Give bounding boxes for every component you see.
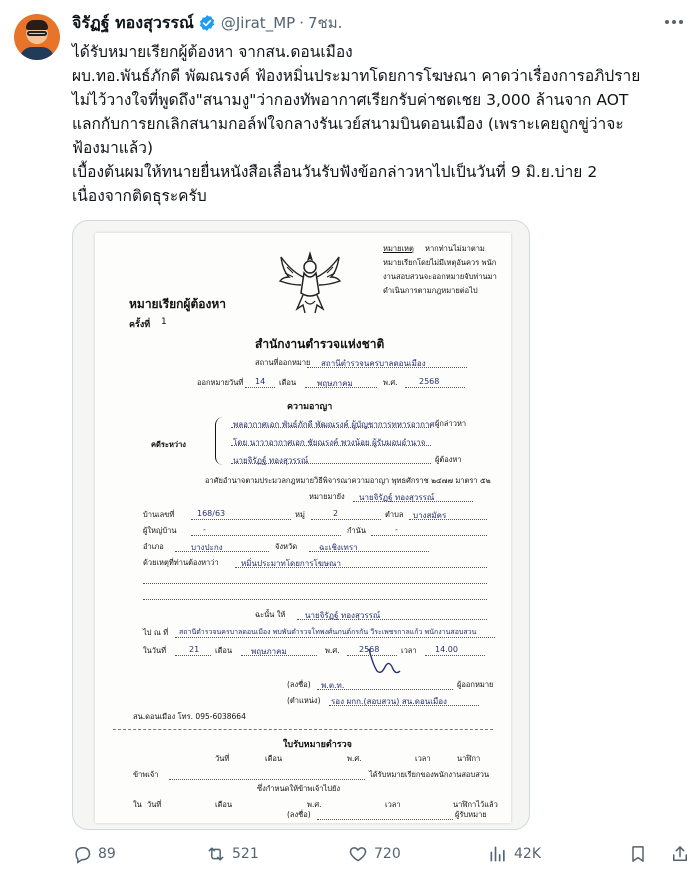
reply-icon <box>72 844 92 864</box>
tweet-text <box>72 40 692 208</box>
garuda-emblem-icon <box>277 247 343 317</box>
doc-label: ไป ณ ที่ <box>143 628 169 637</box>
doc-label: ผู้กล่าวหา <box>435 419 467 428</box>
doc-note: หมายเรียกโดยไม่มีเหตุอันควร พนัก <box>383 258 497 267</box>
doc-label: พ.ศ. <box>383 378 398 387</box>
doc-label: ผู้ต้องหา <box>435 455 462 464</box>
doc-label: ใน <box>133 800 142 809</box>
tweet-line: เบื้องต้นผมให้ทนายยื่นหนังสือเลื่อนวันรับฟังข้อกล่าวหาไปเป็นวันที่ 9 มิ.ย.บ่าย 2 <box>72 163 598 181</box>
doc-note: ดำเนินการตามกฎหมายต่อไป <box>383 286 478 295</box>
timestamp[interactable]: 7ชม. <box>307 14 343 32</box>
repost-count: 521 <box>232 846 259 862</box>
doc-plaintiff: พลอากาศเอก พันธ์ภักดี พัฒณรงค์ ผู้บัญชาการทหารอากาศ <box>233 420 435 429</box>
doc-label: เดือน <box>215 646 233 655</box>
separator-dot: · <box>299 14 304 32</box>
doc-value: 2 <box>333 509 339 518</box>
handle[interactable]: @Jirat_MP <box>220 14 296 32</box>
doc-label: นาฬิกาไว้แล้ว <box>453 800 498 809</box>
doc-note: งานสอบสวนจะออกหมายจับท่านมา <box>383 272 497 281</box>
reply-count: 89 <box>98 846 116 862</box>
doc-value: บางปะกง <box>191 543 223 552</box>
doc-label: จังหวัด <box>275 542 298 551</box>
doc-value: ฉะเชิงเทรา <box>319 543 358 552</box>
view-count: 42K <box>514 846 541 862</box>
doc-value: รอง ผกก.(สอบสวน) สน.ดอนเมือง <box>331 697 447 706</box>
doc-value: 2568 <box>359 645 380 654</box>
summons-document <box>95 233 511 823</box>
bookmark-icon <box>628 844 648 864</box>
doc-label: นาฬิกา <box>457 754 481 763</box>
doc-label: หมายมายัง <box>309 492 345 501</box>
doc-label: กำนัน <box>347 526 367 535</box>
views-chart-icon <box>488 844 508 864</box>
doc-value: พ.ต.ท. <box>321 681 345 690</box>
doc-value: สถานีตำรวจนครบาลดอนเมือง <box>321 359 426 368</box>
doc-case-label: ความอาญา <box>287 402 333 412</box>
heart-icon <box>348 844 368 864</box>
doc-label: เวลา <box>385 800 401 809</box>
doc-label: ข้าพเจ้า <box>133 770 159 779</box>
tweet-header <box>72 11 342 35</box>
doc-note: หากท่านไม่มาตาม <box>425 244 485 253</box>
repost-button[interactable] <box>206 840 259 868</box>
doc-value: หมิ่นประมาทโดยการโฆษณา <box>241 559 341 568</box>
tweet-line: ได้รับหมายเรียกผู้ต้องหา จากสน.ดอนเมือง <box>72 43 353 61</box>
doc-label: เดือน <box>279 378 297 387</box>
doc-label: พ.ศ. <box>325 646 340 655</box>
doc-label: ด้วยเหตุที่ท่านต้องหาว่า <box>143 558 219 567</box>
avatar[interactable] <box>14 14 60 60</box>
doc-label: ออกหมายวันที่ <box>197 378 244 387</box>
doc-agency: สำนักงานตำรวจแห่งชาติ <box>255 337 385 351</box>
doc-value: พฤษภาคม <box>251 647 287 656</box>
doc-note-title: หมายเหตุ <box>383 244 414 253</box>
doc-value: 21 <box>189 645 200 654</box>
doc-label: (ตำแหน่ง) <box>287 696 321 705</box>
doc-value: 14 <box>255 377 266 386</box>
doc-value: 168/63 <box>197 509 226 518</box>
tweet-line: แลกกับการยกเลิกสนามกอล์ฟใจกลางรันเวย์สนามบินดอนเมือง (เพราะเคยถูกขู่ว่าจะ <box>72 115 624 133</box>
doc-label: เวลา <box>415 754 431 763</box>
doc-value: นายจิรัฏฐ์ ทองสุวรรณ์ <box>359 493 435 502</box>
doc-label: ตำบล <box>385 510 404 519</box>
doc-between-label: คดีระหว่าง <box>151 440 186 449</box>
doc-label: ผู้ใหญ่บ้าน <box>143 526 177 535</box>
doc-value: สถานีตำรวจนครบาลดอนเมือง พบพันตำรวจโทพงศ์นภนต์กรกัน วีระเพชรกาลแก้ว พนักงานสอบสวน <box>179 628 477 636</box>
doc-label: วันที่ <box>147 800 162 809</box>
signature-icon <box>363 645 403 681</box>
doc-value: บางสมัคร <box>413 511 447 520</box>
tweet-line: เนื่องจากติดธุระครับ <box>72 187 207 205</box>
doc-value: พฤษภาคม <box>317 379 353 388</box>
share-icon <box>670 844 690 864</box>
doc-phone: สน.ดอนเมือง โทร. 095-6038664 <box>133 712 246 721</box>
doc-label: เดือน <box>265 754 283 763</box>
reply-button[interactable] <box>72 840 116 868</box>
doc-value: - <box>395 525 398 534</box>
tweet-line: ฟ้องมาแล้ว) <box>72 139 154 157</box>
doc-accused: นายจิรัฏฐ์ ทองสุวรรณ์ <box>233 456 309 465</box>
doc-proxy: โดย นาวาอากาศเอก ชัยณรงค์ พวงน้อย ผู้รับมอบอำนาจ <box>233 438 426 447</box>
doc-label: เดือน <box>215 800 233 809</box>
doc-label: ในวันที่ <box>143 646 167 655</box>
verified-badge-icon <box>198 14 216 32</box>
doc-value: นายจิรัฏฐ์ ทองสุวรรณ์ <box>305 611 381 620</box>
tweet-line: ผบ.ทอ.พันธ์ภักดี พัฒณรงค์ ฟ้องหมิ่นประมาทโดยการโฆษณา คาดว่าเรื่องการอภิปราย <box>72 67 641 85</box>
doc-label: สถานที่ออกหมาย <box>255 358 311 367</box>
like-button[interactable] <box>348 840 401 868</box>
attached-image[interactable] <box>72 220 530 830</box>
doc-round-value: 1 <box>161 317 167 327</box>
more-options-icon[interactable] <box>662 12 686 32</box>
doc-label: (ลงชื่อ) <box>287 810 311 819</box>
doc-value: - <box>203 525 206 534</box>
doc-label: ได้รับหมายเรียกของพนักงานสอบสวน <box>369 770 490 779</box>
doc-label: วันที่ <box>215 754 230 763</box>
doc-label: บ้านเลขที่ <box>143 510 175 519</box>
display-name[interactable]: จิรัฏฐ์ ทองสุวรรณ์ <box>72 12 194 32</box>
doc-label: หมู่ <box>295 510 305 519</box>
like-count: 720 <box>374 846 401 862</box>
bookmark-button[interactable] <box>628 840 654 868</box>
doc-label: ผู้ออกหมาย <box>457 680 494 689</box>
doc-label: อำเภอ <box>143 542 164 551</box>
doc-value: 14.00 <box>435 645 458 654</box>
doc-label: ซึ่งกำหนดให้ข้าพเจ้าไปยัง <box>257 784 341 793</box>
tweet-actions <box>72 840 692 868</box>
doc-value: 2568 <box>419 377 440 386</box>
doc-title: หมายเรียกผู้ต้องหา <box>129 297 226 311</box>
doc-label: พ.ศ. <box>307 800 322 809</box>
doc-authority: อาศัยอำนาจตามประมวลกฎหมายวิธีพิจารณาความอาญา พุทธศักราช ๒๔๗๗ มาตรา ๕๒ <box>205 476 491 485</box>
views-button[interactable] <box>488 840 541 868</box>
doc-label: พ.ศ. <box>347 754 362 763</box>
doc-label: (ลงชื่อ) <box>287 680 311 689</box>
doc-receipt-title: ใบรับหมายตำรวจ <box>283 740 352 750</box>
doc-label: ผู้รับหมาย <box>455 810 487 819</box>
doc-round-label: ครั้งที่ <box>129 320 151 330</box>
doc-label: ฉะนั้น ให้ <box>255 610 286 619</box>
repost-icon <box>206 844 226 864</box>
doc-label: เวลา <box>401 646 417 655</box>
tweet-line: ไม่ไว้วางใจที่พูดถึง"สนามงู"ว่ากองทัพอากาศเรียกรับค่าชดเชย 3,000 ล้านจาก AOT <box>72 91 629 109</box>
share-button[interactable] <box>670 840 696 868</box>
